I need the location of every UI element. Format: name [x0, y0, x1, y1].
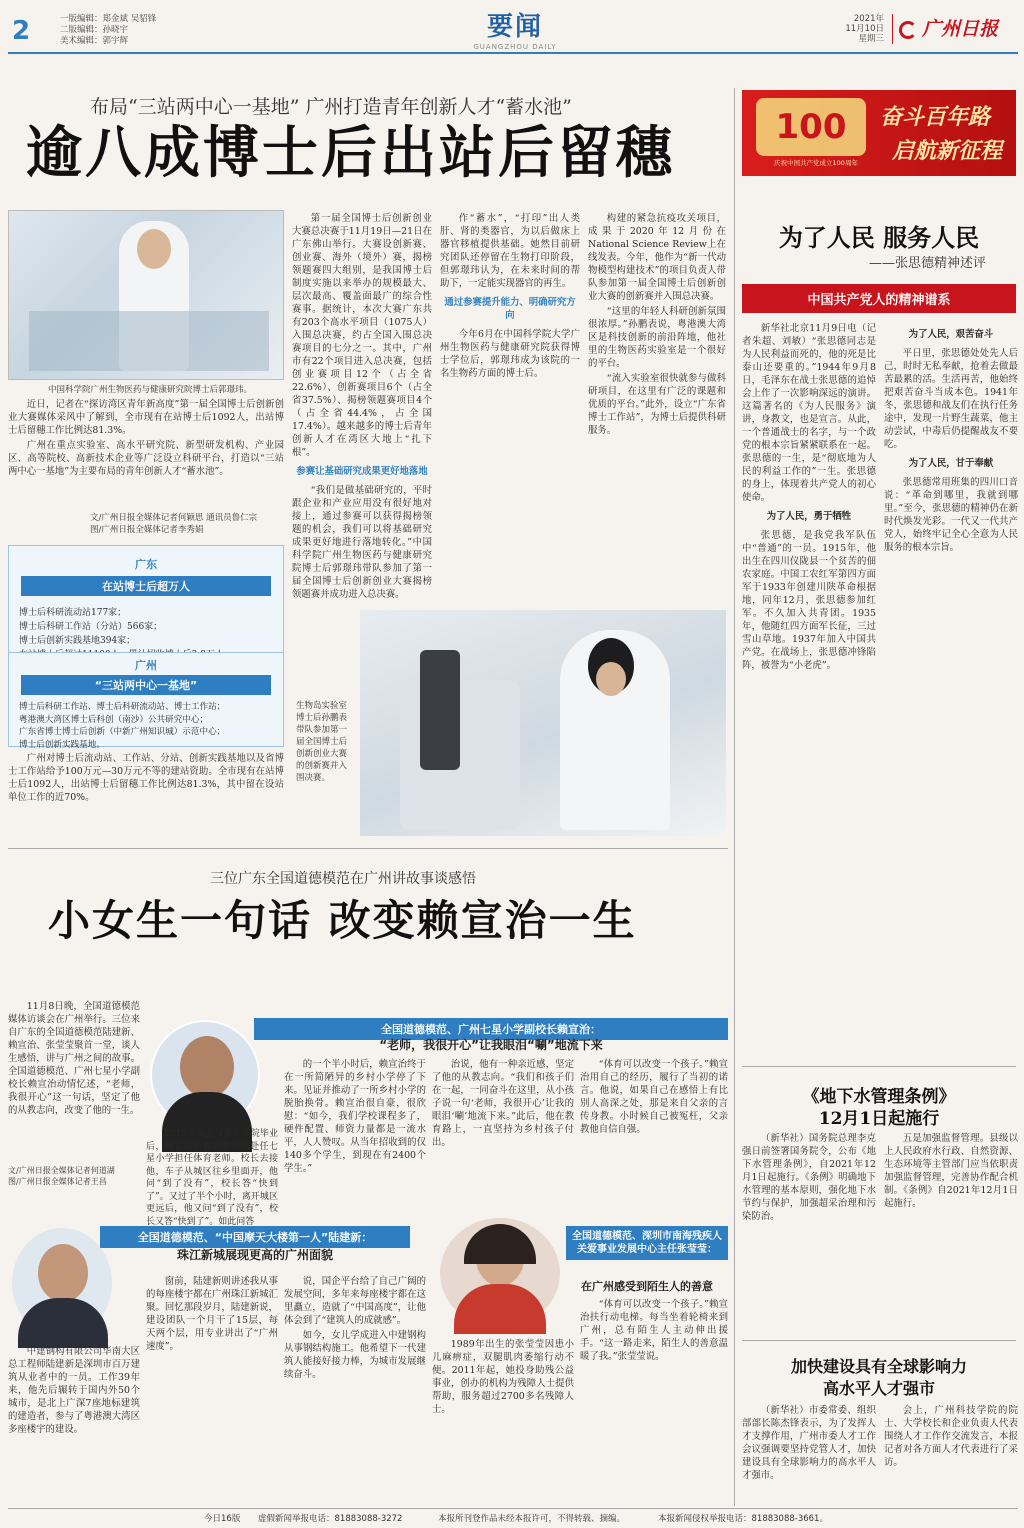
- masthead-rule: [8, 52, 1018, 54]
- story3-column-a: 中建钢构有限公司华南大区总工程师陆建新是深圳市百万建筑从业者中的一员。工作39年来，他先后辗转于国内外50个城市，是北上广深7座地标建筑的建造者，参与了粤港澳大湾区多座楼宇的建设。: [8, 1346, 140, 1435]
- info-box2-title: “三站两中心一基地”: [21, 675, 271, 695]
- sidebar-section-bar: 中国共产党人的精神谱系: [742, 284, 1016, 313]
- story4-portrait: [440, 1218, 560, 1328]
- centenary-badge: 庆祝中国共产党成立100周年: [774, 159, 858, 167]
- law-title: 《地下水管理条例》: [802, 1087, 956, 1107]
- info-box2-line: 粤港澳大湾区博士后科创（南沙）公共研究中心；: [19, 714, 209, 725]
- info-box-line: 博士后创新实践基地394家；: [19, 636, 136, 646]
- newspaper-logo: 广州日报: [892, 14, 1018, 44]
- story4-column-a: 1989年出生的张莹莹因患小儿麻痹症，双腿肌肉萎缩行动不便。2011年起，她投身助残公益事业，创办的机构为残障人士提供帮助，服务超过2700多名残障人士。: [432, 1339, 574, 1415]
- talent-title-2: 高水平人才强市: [822, 1379, 935, 1398]
- story2-column-c: 治说，他有一种亲近感，坚定了他的从教志向。“我们和孩子们在一起，一同奋斗在这里，从小孩子说一句‘老师，我很开心’让我的眼泪‘唰’地流下来。”此后，他在教育路上，一直坚持为乡村孩子付出。: [432, 1059, 574, 1148]
- section-title: 要闻 GUANGZHOU DAILY: [473, 12, 557, 51]
- logo-mark-icon: [899, 21, 917, 39]
- story1-subhead-2: 通过参赛提升能力、明确研究方向: [444, 297, 576, 321]
- story1-photo-caption: 中国科学院广州生物医药与健康研究院博士后郭璟玮。: [47, 385, 252, 395]
- story2-portrait: [150, 1020, 260, 1130]
- centenary-banner: [742, 90, 1016, 176]
- sidebar-headline: 为了人民 服务人民: [778, 223, 980, 252]
- info-box-title: 在站博士后超万人: [21, 576, 271, 596]
- editor-credits: 一版编辑：郑金斌 吴貂锋 二版编辑：孙晓宇 美术编辑：郭宇辉: [60, 14, 157, 46]
- story4-column-b: “体育可以改变一个孩子。”赖宣治扶行动电梯。每当坐着轮椅来到广州，总有陌生人主动伸出援手。“这一路走来，陌生人的善意温暖了我。”张莹莹说。: [580, 1299, 728, 1362]
- story1-byline: 文/广州日报全媒体记者何颖思 通讯员鲁仁宗 图/广州日报全媒体记者李秀娟: [90, 513, 258, 535]
- footer-tip-1: 虚假新闻举报电话：81883088-3272: [258, 1514, 403, 1524]
- story3-column-c: 说，国企平台给了自己广阔的发展空间，多年来每座楼宇都在这里矗立，造就了“中国高度”，让他体会到了“建筑人的成就感”。 如今，女儿学成进入中建钢构从事钢结构施工。他希望下一代建筑人能接好接力棒，为城市发展继续奋斗。: [284, 1276, 426, 1380]
- sidebar-rule-1: [742, 1066, 1016, 1067]
- story1-divider: [8, 848, 728, 849]
- story1-photo-microscope: [360, 610, 726, 836]
- page-number: 2: [12, 16, 31, 46]
- story2-column-a: 2010年从武汉体育学院毕业后，赖宣治怀着满腔热情赴任七星小学担任体育老师。校长去接他，车子从城区往乡里面开，他问“到了没有”，校长答“快到了”。又过了半个小时，离开城区更远后，他又问“到了没有”，校长又答“快到了”。如此问答: [146, 1129, 278, 1227]
- story1-column-4: 构建的紧急抗疫攻关项目，成果于2020年12月份在National Science Review上在线发表。今年，他作为“新一代动物模型构建技术”的项目负责人带队参加第一届全国博士后创新创业大赛的创新赛并入围总决赛。 “这里的年轻人科研创新氛围很浓厚。”孙鹏表说，粤港澳大湾区是科技创新的前沿阵地，他社里的生物医药实验室是一个很好的平台。 “流入实验室很快就参与做科研项目，在这里有广泛的课题和优质的平台。”此外，设立“广东省博士工作站”，为博士后提供科研服务。: [588, 213, 726, 436]
- centenary-emblem-icon: 100: [756, 98, 866, 156]
- issue-date: 2021年 11月10日 星期三: [845, 14, 884, 44]
- info-box-region: 广东: [135, 558, 157, 571]
- law-column-2: 五是加强监督管理。县级以上人民政府水行政、自然资源、生态环境等主管部门应当依职责加强监督管理，完善协作配合机制。《条例》自2021年12月1日起施行。: [884, 1133, 1018, 1209]
- story2-column-b: 的一个半小时后，赖宣治终于在一所简陋异的乡村小学停了下来。见证并推动了一所乡村小学的脱胎换骨。赖宣治很自豪，很欣慰：“如今，我们学校课程多了，硬件配置、师资力量都是一流水平，人人赞叹。从当年招收到的仅140多个学生，到现在有2400个学生。”: [284, 1059, 426, 1174]
- story2-subject-bar: 全国道德模范、广州七星小学副校长赖宣治：: [254, 1018, 728, 1040]
- info-box-line: 博士后科研流动站177家；: [19, 608, 127, 618]
- talent-column-2: 会上，广州科技学院的院士、大学校长和企业负责人代表围绕人才工作作交流发言，本报记者对各方面人才代表进行了采访。: [884, 1405, 1018, 1468]
- story1-photo-lab: [8, 210, 284, 380]
- story3-column-b: 窗前，陆建新则讲述我从事的每座楼宇都在广州珠江新城汇聚。回忆那段岁月，陆建新说，建设团队一个月干了15层，每天两个层，用专业讲出了“广州速度”。: [146, 1276, 278, 1352]
- footer-rule: [8, 1508, 1018, 1509]
- story1-lead: 近日，记者在“探访湾区青年新高度”第一届全国博士后创新创业大赛媒体采风中了解到，全市现有在站博士后1092人，出站博士后留穗工作比例达81.3%。 广州在重点实验室、高水平研究院、新型研发机构、产业园区、高等院校、高新技术企业等广泛设立科研平台，打造以“三站两中心一基地”为主要布局的青年创新人才“蓄水池”。: [8, 399, 284, 477]
- info-box2-line: 博士后创新实践基地。: [19, 739, 105, 750]
- banner-title-2: 启航新征程: [892, 138, 1003, 164]
- story3-portrait: [12, 1228, 112, 1338]
- sidebar-column-1: 新华社北京11月9日电（记者朱超、刘敏）“张思德同志是为人民利益而死的，他的死是比泰山还要重的。”1944年9月8日，毛泽东在战士张思德的追悼会上作了一次影响深远的演讲。这篇著名的《为人民服务》演讲，身教文，也是宣言。从此，一个普通战士的名字，与一个政党的根本宗旨紧紧联系在一起。张思德的一生，是“彻底地为人民的利益工作的”一生。张思德的身上，体现着共产党人的初心使命。 为了人民，勇于牺牲 张思德，是我党我军队伍中“普通”的一员。1915年，他出生在四川仪陇县一个贫苦的佃农家庭。中国工农红军第四方面军于1933年创建川陕革命根据地，同年12月，张思德参加红军。不久加入共青团。1935年，他随红四方面军长征，三过雪山草地。1937年加入中国共产党。在战场上，张思德冲锋陷阵，被誉为“小老虎”。: [742, 323, 876, 671]
- sidebar-subhead-1: 为了人民，勇于牺牲: [766, 511, 852, 522]
- story3-subject-bar: 全国道德模范、“中国摩天大楼第一人”陆建新：: [100, 1226, 410, 1248]
- sidebar-subhead-3: 为了人民，甘于奉献: [908, 458, 994, 469]
- talent-title-1: 加快建设具有全球影响力: [790, 1357, 967, 1376]
- story1-box-footer: 广州对博士后流动站、工作站、分站、创新实践基地以及省博士工作站给予100万元—30万元不等的建站资助。全市现有在站博士后1092人，出站博士后留穗工作比例达81.3%，其中留在设站单位工作的近70%。: [8, 753, 284, 803]
- story2-lead: 11月8日晚，全国道德模范媒体访谈会在广州举行。三位来自广东的全国道德模范陆建新、赖宣治、张莹莹聚首一堂，谈人生感悟，讲与广州之间的故事。全国道德模范、广州七星小学副校长赖宣治动情忆述，“老师，我很开心”这一句话，坚定了他的从教志向，改变了他的一生。: [8, 1001, 140, 1116]
- story1-subhead-1: 参赛让基础研究成果更好地落地: [296, 466, 428, 477]
- info-box2-line: 广东省博士博士后创新（中新广州知识城）示范中心；: [19, 727, 226, 737]
- story1-kicker: 布局“三站两中心一基地” 广州打造青年创新人才“蓄水池”: [90, 96, 572, 118]
- story1-photo2-caption: 生物岛实验室博士后孙鹏表带队参加第一届全国博士后创新创业大赛的创新赛并入围决赛。: [296, 701, 348, 783]
- story2-column-d: “体育可以改变一个孩子。”赖宣治用自己的经历，履行了当初的诺言。他说，如果自己在感悟上有比别人高深之处，那是来自父亲的言传身教。小时候自己被冤枉，父亲教他自信自强。: [580, 1059, 728, 1135]
- sidebar-rule-2: [742, 1340, 1016, 1341]
- story2-byline: 文/广州日报全媒体记者何道湖 图/广州日报全媒体记者王昌: [8, 1166, 115, 1186]
- footer-today: 今日16版: [204, 1514, 241, 1524]
- talent-column-1: （新华社）市委常委、组织部部长陈杰锋表示，为了发挥人才支撑作用，广州市委人才工作会议强调要坚持党管人才，加快建设具有全球影响力的高水平人才强市。: [742, 1405, 876, 1481]
- sidebar-column-2: 为了人民，艰苦奋斗 平日里，张思德处处先人后己，时时无私奉献，抢着去做最苦最累的活。生活再苦，他始终把艰苦奋斗当成本色。1941年冬，张思德和战友们在执行任务途中，发现一片野生蔬菜，他主动尝试，中毒后仍提醒战友不要吃。 为了人民，甘于奉献 张思德常用班集的四川口音说：“革命到哪里，我就到哪里。”至今，张思德的精神仍在新时代焕发光彩。一代又一代共产党人，始终牢记全心全意为人民服务的根本宗旨。: [884, 329, 1018, 553]
- footer-tip-3: 本报新闻侵权举报电话：81883088-3661。: [658, 1514, 828, 1524]
- story2-subject-quote: “老师，我很开心”让我眼泪“唰”地流下来: [379, 1038, 603, 1052]
- info-box2-region: 广州: [135, 659, 157, 672]
- law-subtitle: 12月1日起施行: [818, 1109, 940, 1129]
- sidebar-divider: [734, 88, 735, 1506]
- masthead: [0, 0, 1024, 62]
- banner-title-1: 奋斗百年路: [880, 104, 991, 130]
- story2-kicker: 三位广东全国道德模范在广州讲故事谈感悟: [210, 871, 476, 887]
- story1-column-3: 作“蓄水”，“打印”出人类肝、肾的类器官，为以后做床上器官移植提供基础。她然目前研究团队还停留在生物打印阶段，但郭璟玮认为，在未来时间的帮助下，一定能实现器官的再生。 通过参赛提升能力、明确研究方向 今年6月在中国科学院大学广州生物医药与健康研究院获得博士学位后，郭璟玮成为该院的一名生物药方面的博士后。: [440, 213, 580, 379]
- info-box2-line: 博士后科研工作站、博士后科研流动站、博士工作站；: [19, 702, 226, 712]
- info-box-line: 博士后科研工作站（分站）566家；: [19, 622, 163, 632]
- law-column-1: （新华社）国务院总理李克强日前签署国务院令，公布《地下水管理条例》，自2021年12月1日起施行。《条例》明确地下水管理的基本原则，强化地下水节约与保护，加强超采治理和污染防治。: [742, 1133, 876, 1222]
- story3-subject-quote: 珠江新城展现更高的广州面貌: [176, 1248, 333, 1262]
- story2-headline: 小女生一句话 改变赖宣治一生: [48, 896, 637, 945]
- story1-column-2: 第一届全国博士后创新创业大赛总决赛于11月19日—21日在广东佛山举行。大赛设创新赛、创业赛、海外（境外）赛，揭榜领题赛四大组别，是我国博士后制度实施以来举办的规模最大、层次最高、覆盖面最广的综合性赛事。据统计，本次大赛广东共有203个高水平项目（1075人）入围总决赛，约占全国入围总决赛项目的七分之一。其中，广州市有22个项目进入总决赛，包括创业赛项目12个（占全省22.6%）、创新赛项目6个（占全省37.5%）、揭榜领题赛项目4个（占全省44.4%，占全国17.4%）。越来越多的博士后青年创新人才在湾区大地上“扎下根”。 参赛让基础研究成果更好地落地 “我们是做基础研究的，平时跟企业和产业应用没有很好地对接上，通过参赛可以获得揭榜领题的机会，我们可以将基础研究成果更好地进行落地转化。”中国科学院广州生物医药与健康研究院博士后郭璟玮带队参加了第一届全国博士后创新创业大赛揭榜领题赛并成功进入总决赛。: [292, 213, 432, 600]
- story1-info-box-2: [8, 652, 284, 750]
- story4-subject-bar: 全国道德模范、深圳市南海残疾人关爱事业发展中心主任张莹莹：: [566, 1226, 728, 1260]
- footer-tip-2: 本报所刊登作品未经本报许可，不得转载、摘编。: [438, 1514, 626, 1524]
- story4-subject-quote: 在广州感受到陌生人的善意: [581, 1280, 713, 1293]
- story1-headline: 逾八成博士后出站后留穗: [26, 120, 675, 186]
- sidebar-subtitle: ——张思德精神述评: [868, 256, 986, 271]
- sidebar-subhead-2: 为了人民，艰苦奋斗: [908, 329, 994, 340]
